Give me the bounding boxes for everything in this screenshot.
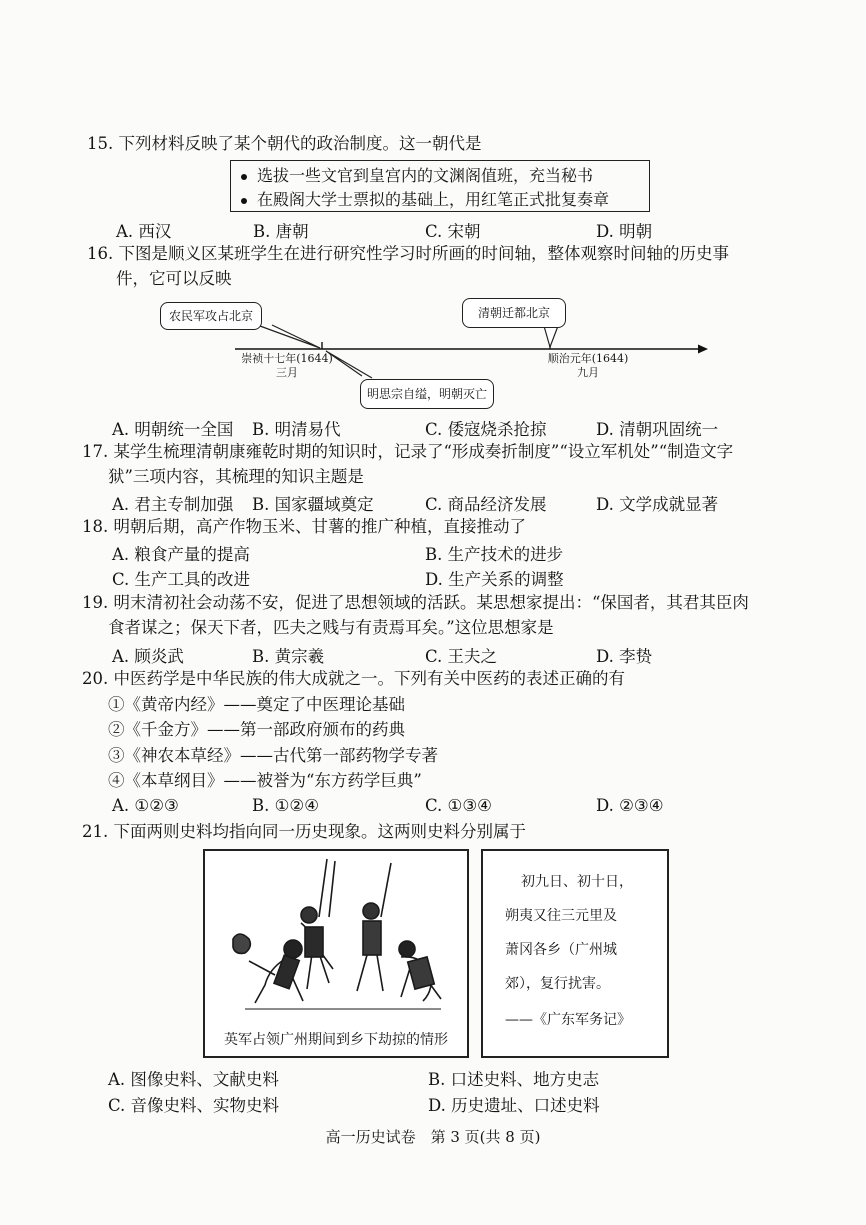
soldiers-illustration-icon xyxy=(205,851,467,1021)
q20-option-c[interactable]: C. ①③④ xyxy=(425,796,492,815)
callout-pointer-right xyxy=(544,326,558,347)
q21-text-source-citation: ——《广东军务记》 xyxy=(505,1012,631,1028)
q20-item-1: ①《黄帝内经》——奠定了中医理论基础 xyxy=(108,695,405,714)
q19-option-c[interactable]: C. 王夫之 xyxy=(425,647,498,666)
q16-stem-line2: 件，它可以反映 xyxy=(116,269,232,288)
q21-option-c[interactable]: C. 音像史料、实物史料 xyxy=(108,1096,280,1115)
q21-text-source xyxy=(481,849,669,1058)
q16-option-a[interactable]: A. 明朝统一全国 xyxy=(112,420,234,439)
q21-option-b[interactable]: B. 口述史料、地方史志 xyxy=(428,1070,600,1089)
q15-option-b[interactable]: B. 唐朝 xyxy=(253,222,309,241)
q15-option-a[interactable]: A. 西汉 xyxy=(116,222,172,241)
q20-option-a[interactable]: A. ①②③ xyxy=(112,796,179,815)
q16-option-b[interactable]: B. 明清易代 xyxy=(252,420,341,439)
q20-stem: 20. 中医药学是中华民族的伟大成就之一。下列有关中医药的表述正确的有 xyxy=(82,669,625,688)
q20-item-4: ④《本草纲目》——被誉为“东方药学巨典” xyxy=(108,771,422,790)
q20-option-d[interactable]: D. ②③④ xyxy=(596,796,664,815)
q17-stem-line2: 狱”三项内容，其梳理的知识主题是 xyxy=(108,467,364,486)
q17-option-b[interactable]: B. 国家疆域奠定 xyxy=(252,495,374,514)
q21-text-line-3: 萧冈各乡（广州城 xyxy=(505,942,617,958)
q21-option-d[interactable]: D. 历史遗址、口述史料 xyxy=(428,1096,600,1115)
q19-option-d[interactable]: D. 李贽 xyxy=(596,647,653,666)
q19-stem-line2: 食者谋之；保天下者，匹夫之贱与有责焉耳矣。”这位思想家是 xyxy=(108,618,554,637)
q17-option-c[interactable]: C. 商品经济发展 xyxy=(425,495,547,514)
q17-option-a[interactable]: A. 君主专制加强 xyxy=(112,495,234,514)
callout-qing-capital: 清朝迁都北京 xyxy=(462,298,566,328)
q20-item-2: ②《千金方》——第一部政府颁布的药典 xyxy=(108,720,405,739)
callout-ming-fall: 明思宗自缢，明朝灭亡 xyxy=(360,379,494,409)
page-footer: 高一历史试卷 第 3 页(共 8 页) xyxy=(325,1128,541,1146)
q21-image-source xyxy=(203,849,469,1058)
q17-option-d[interactable]: D. 文学成就显著 xyxy=(596,495,719,514)
q15-bullet-2: 在殿阁大学士票拟的基础上，用红笔正式批复奏章 xyxy=(241,187,609,210)
q18-option-d[interactable]: D. 生产关系的调整 xyxy=(425,570,564,589)
q18-stem: 18. 明朝后期，高产作物玉米、甘薯的推广种植，直接推动了 xyxy=(82,517,526,536)
q18-option-b[interactable]: B. 生产技术的进步 xyxy=(425,545,564,564)
q17-stem-line1: 17. 某学生梳理清朝康雍乾时期的知识时，记录了“形成奏折制度”“设立军机处”“制造文字 xyxy=(82,442,734,461)
q16-option-d[interactable]: D. 清朝巩固统一 xyxy=(596,420,719,439)
q21-text-line-4: 郊），复行扰害。 xyxy=(505,976,610,992)
callout-pointer-left xyxy=(260,325,320,348)
q20-item-3: ③《神农本草经》——古代第一部药物学专著 xyxy=(108,746,438,765)
q15-stem: 15. 下列材料反映了某个朝代的政治制度。这一朝代是 xyxy=(87,134,482,153)
q21-text-line-2: 朔夷又往三元里及 xyxy=(505,908,617,924)
q15-bullet-1: 选拔一些文官到皇宫内的文渊阁值班，充当秘书 xyxy=(241,163,593,186)
q21-image-caption: 英军占领广州期间到乡下劫掠的情形 xyxy=(224,1032,448,1048)
q19-option-b[interactable]: B. 黄宗羲 xyxy=(252,647,325,666)
callout-peasant-army: 农民军攻占北京 xyxy=(160,302,262,330)
q15-option-d[interactable]: D. 明朝 xyxy=(596,222,653,241)
bullet-icon xyxy=(241,174,247,180)
timeline-arrow-icon xyxy=(698,345,708,354)
timeline-label-left: 崇祯十七年(1644) 三月 xyxy=(241,352,333,379)
q15-option-c[interactable]: C. 宋朝 xyxy=(425,222,481,241)
timeline-label-right: 顺治元年(1644) 九月 xyxy=(547,352,629,379)
q21-stem: 21. 下面两则史料均指向同一历史现象。这两则史料分别属于 xyxy=(82,822,526,841)
q21-option-a[interactable]: A. 图像史料、文献史料 xyxy=(108,1070,279,1089)
bullet-icon xyxy=(241,198,247,204)
q19-stem-line1: 19. 明末清初社会动荡不安，促进了思想领域的活跃。某思想家提出：“保国者，其君其臣肉 xyxy=(82,593,749,612)
q20-option-b[interactable]: B. ①②④ xyxy=(252,796,319,815)
q18-option-c[interactable]: C. 生产工具的改进 xyxy=(112,570,251,589)
q21-text-line-1: 初九日、初十日， xyxy=(521,874,633,890)
q16-stem-line1: 16. 下图是顺义区某班学生在进行研究性学习时所画的时间轴，整体观察时间轴的历史事 xyxy=(87,244,729,263)
q18-option-a[interactable]: A. 粮食产量的提高 xyxy=(112,545,250,564)
q19-option-a[interactable]: A. 顾炎武 xyxy=(112,647,184,666)
q15-material-box xyxy=(230,160,650,212)
q16-option-c[interactable]: C. 倭寇烧杀抢掠 xyxy=(425,420,547,439)
